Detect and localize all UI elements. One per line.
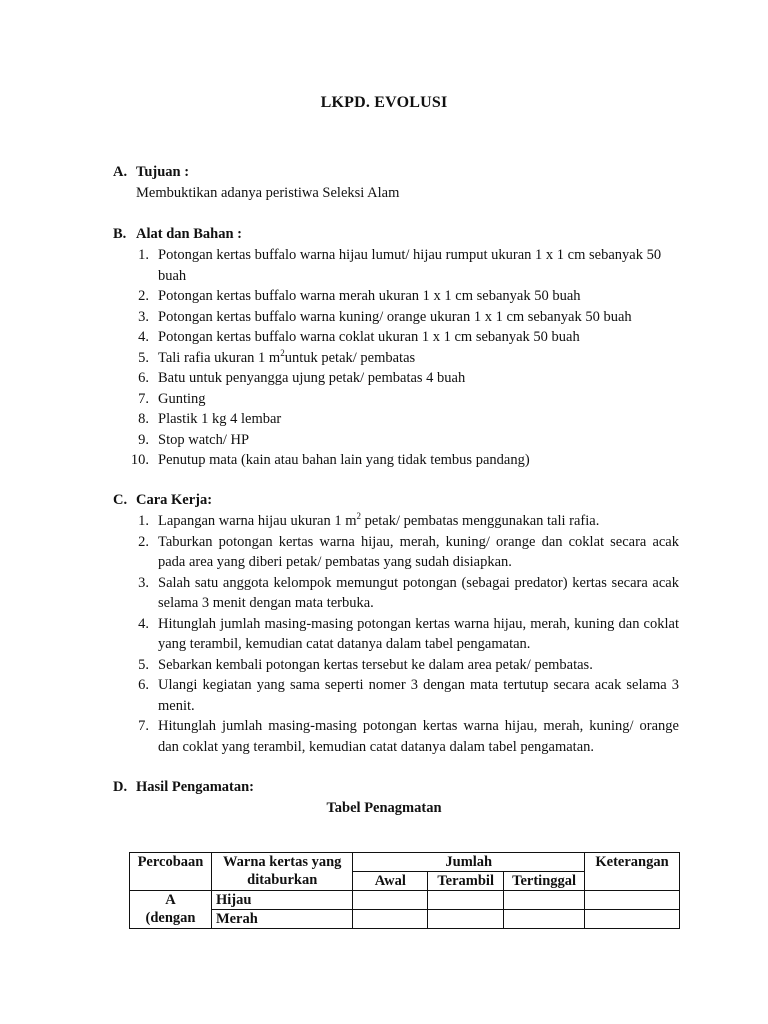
section-heading-text: Cara Kerja: <box>136 492 213 508</box>
warna-cell: Hijau <box>211 891 353 910</box>
superscript: 2 <box>280 347 285 358</box>
list-item <box>113 450 679 471</box>
item-number: 3. <box>138 574 149 591</box>
list-item <box>113 389 679 410</box>
item-text: Batu untuk penyangga ujung petak/ pembatas 4 buah <box>158 370 466 386</box>
item-text-part: Tali rafia ukuran 1 m <box>158 349 281 366</box>
item-number: 5. <box>138 349 149 366</box>
item-text: Sebarkan kembali potongan kertas tersebut ke dalam area petak/ pembatas. <box>158 656 593 673</box>
item-number: 1. <box>138 247 149 263</box>
item-text: Hitunglah jumlah masing-masing potongan kertas warna hijau, merah, kuning dan coklat yang terambil, kemudian catat datanya dalam tabel pengamatan. <box>158 615 679 652</box>
list-item <box>113 614 679 655</box>
tertinggal-cell <box>504 891 585 910</box>
warna-cell: Merah <box>211 910 353 929</box>
header-percobaan: Percobaan <box>130 853 212 891</box>
list-item <box>113 348 679 369</box>
section-heading <box>113 777 679 798</box>
item-number: 7. <box>138 718 149 734</box>
keterangan-cell <box>585 891 680 910</box>
item-text-part: petak/ pembatas menggunakan tali rafia. <box>361 513 600 529</box>
item-text: Taburkan potongan kertas warna hijau, merah, kuning/ orange dan coklat secara acak pada area yang diberi petak/ pembatas yang sudah disiapkan. <box>158 533 679 570</box>
section-cara-kerja <box>113 490 679 757</box>
list-item <box>113 327 679 348</box>
item-number: 6. <box>138 677 149 693</box>
item-text: Stop watch/ HP <box>158 431 250 448</box>
list-item <box>113 675 679 716</box>
header-jumlah: Jumlah <box>353 853 585 872</box>
section-heading <box>113 224 679 245</box>
section-letter: D. <box>113 779 128 795</box>
list-item <box>113 307 679 328</box>
section-hasil-pengamatan <box>113 777 679 798</box>
list-item <box>113 716 679 757</box>
item-text: Gunting <box>158 390 206 407</box>
item-number: 4. <box>138 329 149 345</box>
section-letter: B. <box>113 226 127 242</box>
keterangan-cell <box>585 910 680 929</box>
item-number: 2. <box>138 288 149 304</box>
item-text: Potongan kertas buffalo warna merah ukuran 1 x 1 cm sebanyak 50 buah <box>158 288 581 304</box>
list-item <box>113 532 679 573</box>
list-item <box>113 430 679 451</box>
superscript: 2 <box>356 511 361 521</box>
header-warna-kertas: Warna kertas yang ditaburkan <box>211 853 353 891</box>
item-number: 2. <box>138 533 149 550</box>
section-heading <box>113 490 679 511</box>
item-text: Salah satu anggota kelompok memungut potongan (sebagai predator) kertas secara acak selama 3 menit dengan mata terbuka. <box>158 574 679 611</box>
item-number: 9. <box>138 431 149 448</box>
terambil-cell <box>428 891 504 910</box>
item-number: 1. <box>138 513 149 529</box>
item-text: Hitunglah jumlah masing-masing potongan kertas warna hijau, merah, kuning/ orange dan coklat yang terambil, kemudian catat datanya dalam tabel pengamatan. <box>158 718 679 755</box>
item-text-part: untuk petak/ pembatas <box>284 349 416 366</box>
percobaan-cell <box>130 891 212 929</box>
item-number: 3. <box>138 308 149 325</box>
awal-cell <box>353 891 428 910</box>
item-number: 5. <box>138 656 149 673</box>
item-number: 8. <box>138 411 149 427</box>
header-awal: Awal <box>353 872 428 891</box>
list-item <box>113 573 679 614</box>
item-number: 4. <box>138 615 149 632</box>
table-header-row <box>130 853 680 872</box>
item-text: Penutup mata (kain atau bahan lain yang tidak tembus pandang) <box>158 452 530 468</box>
alat-bahan-list <box>113 245 679 471</box>
item-text: Ulangi kegiatan yang sama seperti nomer 3 dengan mata tertutup secara acak selama 3 menit. <box>158 677 679 714</box>
table-title: Tabel Penagmatan <box>326 800 442 816</box>
percobaan-label: A <box>165 892 176 908</box>
section-heading-text: Alat dan Bahan : <box>136 226 242 242</box>
list-item <box>113 511 679 532</box>
list-item <box>113 655 679 676</box>
table-row <box>130 891 680 910</box>
header-terambil: Terambil <box>428 872 504 891</box>
section-heading-text: Hasil Pengamatan: <box>136 779 255 795</box>
list-item <box>113 286 679 307</box>
item-text: Potongan kertas buffalo warna kuning/ orange ukuran 1 x 1 cm sebanyak 50 buah <box>158 308 632 325</box>
item-text: Potongan kertas buffalo warna coklat ukuran 1 x 1 cm sebanyak 50 buah <box>158 329 580 345</box>
list-item <box>113 245 679 286</box>
list-item <box>113 409 679 430</box>
section-alat-dan-bahan <box>113 224 679 471</box>
tujuan-text: Membuktikan adanya peristiwa Seleksi Alam <box>136 185 400 201</box>
tertinggal-cell <box>504 910 585 929</box>
list-item <box>113 368 679 389</box>
item-text <box>158 347 416 366</box>
document-title: LKPD. EVOLUSI <box>320 94 448 111</box>
item-number: 10. <box>130 452 149 468</box>
cara-kerja-list <box>113 511 679 757</box>
section-heading-text: Tujuan : <box>136 164 190 180</box>
awal-cell <box>353 910 428 929</box>
terambil-cell <box>428 910 504 929</box>
item-number: 6. <box>138 370 149 386</box>
table-row <box>130 910 680 929</box>
item-number: 7. <box>138 390 149 407</box>
header-keterangan: Keterangan <box>585 853 680 891</box>
item-text-part: Lapangan warna hijau ukuran 1 m <box>158 513 357 529</box>
section-heading <box>113 162 679 183</box>
header-tertinggal: Tertinggal <box>504 872 585 891</box>
item-text: Potongan kertas buffalo warna hijau lumut/ hijau rumput ukuran 1 x 1 cm sebanyak 50 buah <box>158 247 662 284</box>
item-text <box>158 511 679 532</box>
section-letter: A. <box>113 164 128 180</box>
section-tujuan <box>113 162 679 204</box>
item-text: Plastik 1 kg 4 lembar <box>158 411 282 427</box>
section-letter: C. <box>113 492 128 508</box>
observation-table <box>129 852 680 929</box>
percobaan-sublabel: (dengan <box>145 910 196 926</box>
